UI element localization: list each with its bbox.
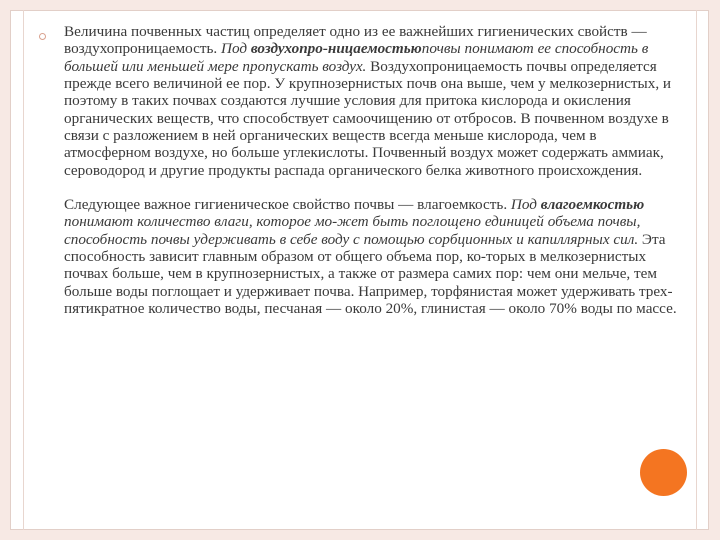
term-moisture-capacity: влагоемкостью	[540, 196, 645, 214]
paragraph-air-permeability	[64, 23, 684, 179]
paragraph-2-text-b: Эта способность зависит главным образом от общего объема пор, ко-торых в мелкозернистых почвах больше, чем в крупнозернистых, а также от размера самих пор: чем они мельче, тем больше воды поглощает и удерживает почва. Например, торфянистая может удерживать трех-пятикратное количество воды, песчаная — около 20%, глинистая — около 70% воды по массе.	[64, 230, 677, 318]
paragraph-2-italic-lead: Под	[510, 196, 541, 214]
paragraph-2-text-a: Следующее важное гигиеническое свойство почвы — влагоемкость.	[64, 196, 511, 214]
paragraph-1-text-b: Воздухопроницаемость почвы определяется прежде всего величиной ее пор. У крупнозернистых почв она выше, чем у мелкозернистых, и поэтому в таких почвах создаются лучшие условия для притока кислорода и окисления органических веществ, что способствует самоочищению от отбросов. В почвенном воздухе в связи с разложением в ней органических веществ всегда меньше кислорода, чем в атмосферном воздухе, но больше углекислоты. Почвенный воздух может содержать аммиак, сероводород и другие продукты распада органического белка животного происхождения.	[64, 57, 672, 179]
paragraph-1-italic-lead: Под	[220, 40, 251, 58]
definition-air-permeability: почвы понимают ее способность в большей или меньшей мере пропускать воздух.	[64, 40, 649, 75]
definition-moisture-capacity: понимают количество влаги, которое мо-жет быть поглощено единицей объема почвы, способность почвы удерживать в себе воду с помощью сорбционных и капиллярных сил.	[64, 213, 641, 248]
bullet-ring-icon	[39, 33, 46, 40]
term-air-permeability: воздухопро-ницаемостью	[250, 40, 422, 58]
right-rule-line	[696, 10, 697, 530]
paragraph-1-text-a: Величина почвенных частиц определяет одно из ее важнейших гигиенических свойств — воздухопроницаемость.	[64, 23, 647, 58]
orange-circle-decoration	[640, 449, 687, 496]
paragraph-moisture-capacity	[64, 196, 684, 317]
left-rule-line	[23, 10, 24, 530]
slide-body	[64, 23, 684, 318]
